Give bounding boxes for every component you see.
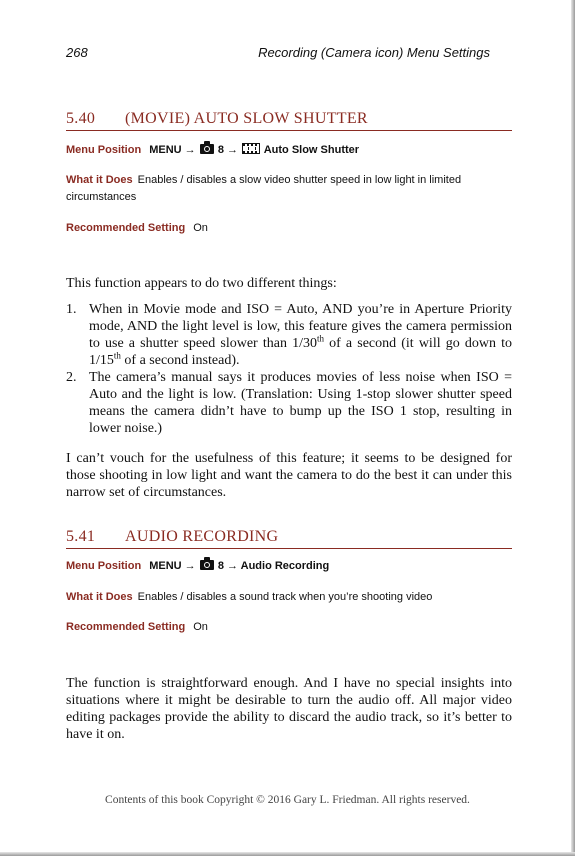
numbered-list <box>66 301 512 437</box>
page-number: 268 <box>66 45 88 60</box>
menu-position-label: Menu Position <box>66 560 142 572</box>
menu-position <box>66 142 512 159</box>
body-paragraph: This function appears to do two different things: <box>66 276 337 291</box>
page-edge-shadow <box>0 852 575 856</box>
section-heading <box>66 110 512 131</box>
chapter-title: Recording (Camera icon) Menu Settings <box>258 45 490 60</box>
recommended-setting <box>66 619 512 636</box>
menu-position <box>66 558 512 575</box>
what-it-does <box>66 589 512 606</box>
what-it-does-text: Enables / disables a slow video shutter speed in low light in limited circumstances <box>66 174 462 203</box>
camera-icon <box>200 560 214 570</box>
what-it-does-text: Enables / disables a sound track when you’re shooting video <box>137 591 433 603</box>
body-paragraph: The function is straightforward enough. And I have no special insights into situations where it might be desirable to turn the audio off. All major video editing packages provide the ability to discard the audio track, so it’s better to have it on. <box>66 676 512 742</box>
section-title: (MOVIE) AUTO SLOW SHUTTER <box>125 110 368 127</box>
recommended-setting <box>66 220 512 237</box>
page-edge-shadow <box>571 0 575 856</box>
what-it-does-label: What it Does <box>66 591 133 603</box>
section-heading <box>66 528 512 549</box>
recommended-value: On <box>193 222 208 234</box>
camera-icon <box>200 144 214 154</box>
recommended-value: On <box>193 621 208 633</box>
page-header <box>66 45 490 63</box>
list-item: 2. The camera’s manual says it produces movies of less noise when ISO = Auto and the light is low. (Translation: Using 1-stop slower shutter speed means the camera didn’t have to bump up the ISO 1 stop, resulting in lower noise.) <box>66 370 512 436</box>
menu-path: MENU → 8 → Audio Recording <box>149 560 330 572</box>
body-paragraph: I can’t vouch for the usefulness of this feature; it seems to be designed for those shooting in low light and want the camera to do the best it can under this narrow set of circumstances. <box>66 451 512 500</box>
menu-path: MENU → 8 → Auto Slow Shutter <box>149 144 360 156</box>
copyright-footer: Contents of this book Copyright © 2016 Gary L. Friedman. All rights reserved. <box>105 794 470 806</box>
recommended-label: Recommended Setting <box>66 621 186 633</box>
list-item: 1. When in Movie mode and ISO = Auto, AND you’re in Aperture Priority mode, AND the light level is low, this feature gives the camera permission to use a shutter speed slower than 1/30th of a second (it will go down to 1/15th of a second instead). <box>66 302 512 368</box>
section-number: 5.40 <box>66 110 96 127</box>
what-it-does-label: What it Does <box>66 174 133 186</box>
section-title: AUDIO RECORDING <box>125 528 279 545</box>
what-it-does <box>66 172 512 206</box>
section-number: 5.41 <box>66 528 96 545</box>
recommended-label: Recommended Setting <box>66 222 186 234</box>
menu-position-label: Menu Position <box>66 144 142 156</box>
movie-film-icon <box>242 143 260 154</box>
